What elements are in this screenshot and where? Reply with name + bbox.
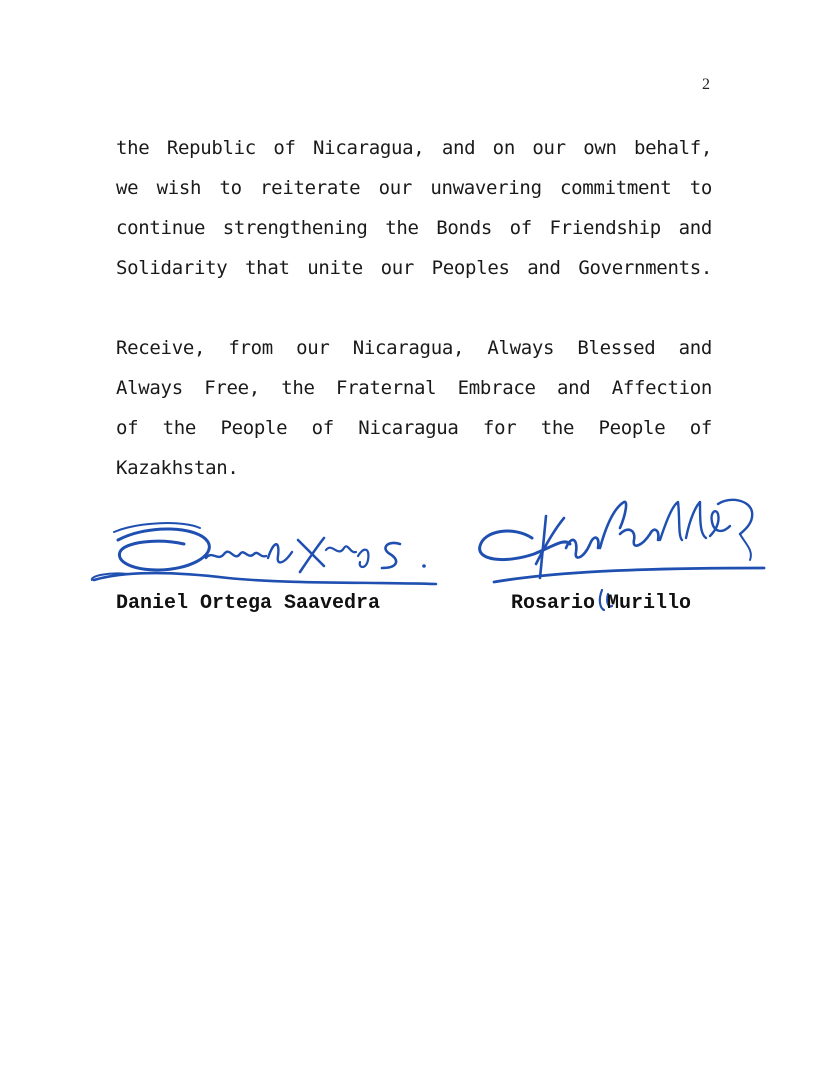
signer-name-right: Rosario Murillo [511,592,692,615]
paragraph-1 [116,128,712,288]
paragraph-gap [116,288,712,328]
letter-body [116,128,712,488]
text-line: Solidarity that unite our Peoples and Governments. [116,257,712,279]
text-line: of the People of Nicaragua for the People of [116,417,712,439]
signature-daniel-ortega [88,518,443,590]
signature-drawing [88,518,443,590]
text-line: Receive, from our Nicaragua, Always Blessed and [116,337,712,359]
text-line: the Republic of Nicaragua, and on our own behalf, [116,137,712,159]
text-line: continue strengthening the Bonds of Friendship and [116,217,712,239]
text-line: Kazakhstan. [116,457,239,479]
text-line: Always Free, the Fraternal Embrace and Affection [116,377,712,399]
page-number: 2 [702,76,710,93]
paragraph-2 [116,328,712,488]
signer-name-left: Daniel Ortega Saavedra [116,592,381,615]
text-line: we wish to reiterate our unwavering commitment to [116,177,712,199]
